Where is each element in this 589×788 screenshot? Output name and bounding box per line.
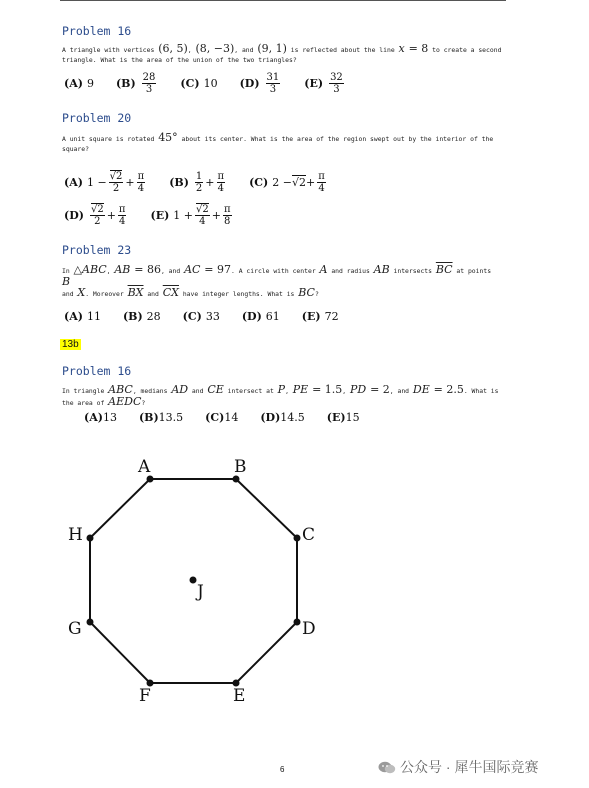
vertex-f-label: F [139,686,151,706]
choice-c[interactable]: (C) 14 [205,411,239,424]
center-j-dot [190,577,197,584]
choice-b[interactable]: (B) $\frac{28}{3}$ [115,72,156,95]
problem-20-title: Problem 20 [62,111,132,125]
choice-b[interactable]: (B) $\frac{1}{2}$ + $\frac{\pi}{4}$ [169,170,225,194]
vertex-h-label: H [68,525,83,545]
watermark-text: 公众号 · 犀牛国际竞赛 [400,759,539,775]
choice-b[interactable]: (B) 28 [122,310,161,323]
vertex-e-label: E [233,686,246,706]
vertex-d-label: D [302,619,316,639]
vertex-g-label: G [68,619,82,639]
vertex-g-dot [87,619,94,626]
choice-d[interactable]: (D) 61 [241,310,280,323]
choice-e[interactable]: (E) $\frac{32}{3}$ [304,72,343,95]
choice-e[interactable]: (E) 15 [326,411,360,424]
choice-a[interactable]: (A) 1 − $\frac{√2}{2}$ + $\frac{\pi}{4}$ [64,170,145,194]
section-tag: 13b [62,339,79,350]
choice-a[interactable]: (A) 11 [64,310,101,323]
problem-16b-text: In triangle ABC, medians AD and CE intersect at P, PE = 1.5, PD = 2, and DE = 2.5. What is the area of AEDC? [62,383,499,408]
wechat-icon [378,761,396,774]
vertex-h-dot [87,535,94,542]
choice-a[interactable]: (A) 13 [84,411,117,424]
watermark [378,757,538,777]
problem-20-text: A unit square is rotated 45° about its center. What is the area of the region swept out by the interior of the square? [62,131,494,153]
vertex-d-dot [294,619,301,626]
problem-16-title: Problem 16 [62,24,132,38]
choice-c[interactable]: (C) 10 [180,77,218,90]
choice-c[interactable]: (C) 33 [182,310,220,323]
vertex-c-label: C [302,525,316,545]
choice-e[interactable]: (E) 1 + $\frac{√2}{4}$ + $\frac{\pi}{8}$ [150,203,231,227]
problem-23-text: In △ABC, AB = 86, and AC = 97. A circle with center A and radius AB intersects $\overline{BC}$ at points B and X. Moreover $\overline{BX}$ and $\overline{CX}$ have integer lengths. What is BC? [62,263,492,299]
choice-a[interactable]: (A) 9 [64,77,94,90]
choice-b[interactable]: (B) 13.5 [138,411,184,424]
vertex-c-dot [294,535,301,542]
problem-23-title: Problem 23 [62,243,132,257]
choice-e[interactable]: (E) 72 [301,310,339,323]
vertex-b-label: B [234,457,247,477]
problem-16b-title: Problem 16 [62,364,132,378]
center-j-label: J [197,582,204,602]
choice-d[interactable]: (D) 14.5 [260,411,305,424]
choice-d[interactable]: (D) $\frac{√2}{2}$ + $\frac{\pi}{4}$ [64,203,126,227]
vertex-a-label: A [138,457,151,477]
choice-c[interactable]: (C) 2 − √2 + $\frac{\pi}{4}$ [249,170,325,194]
problem-16-text: A triangle with vertices (6, 5), (8, −3), and (9, 1) is reflected about the line x = 8 to create a second triangle. What is the area of the union of the two triangles? [62,42,502,64]
choice-d[interactable]: (D) $\frac{31}{3}$ [239,72,280,95]
page-number: 6 [280,765,285,774]
